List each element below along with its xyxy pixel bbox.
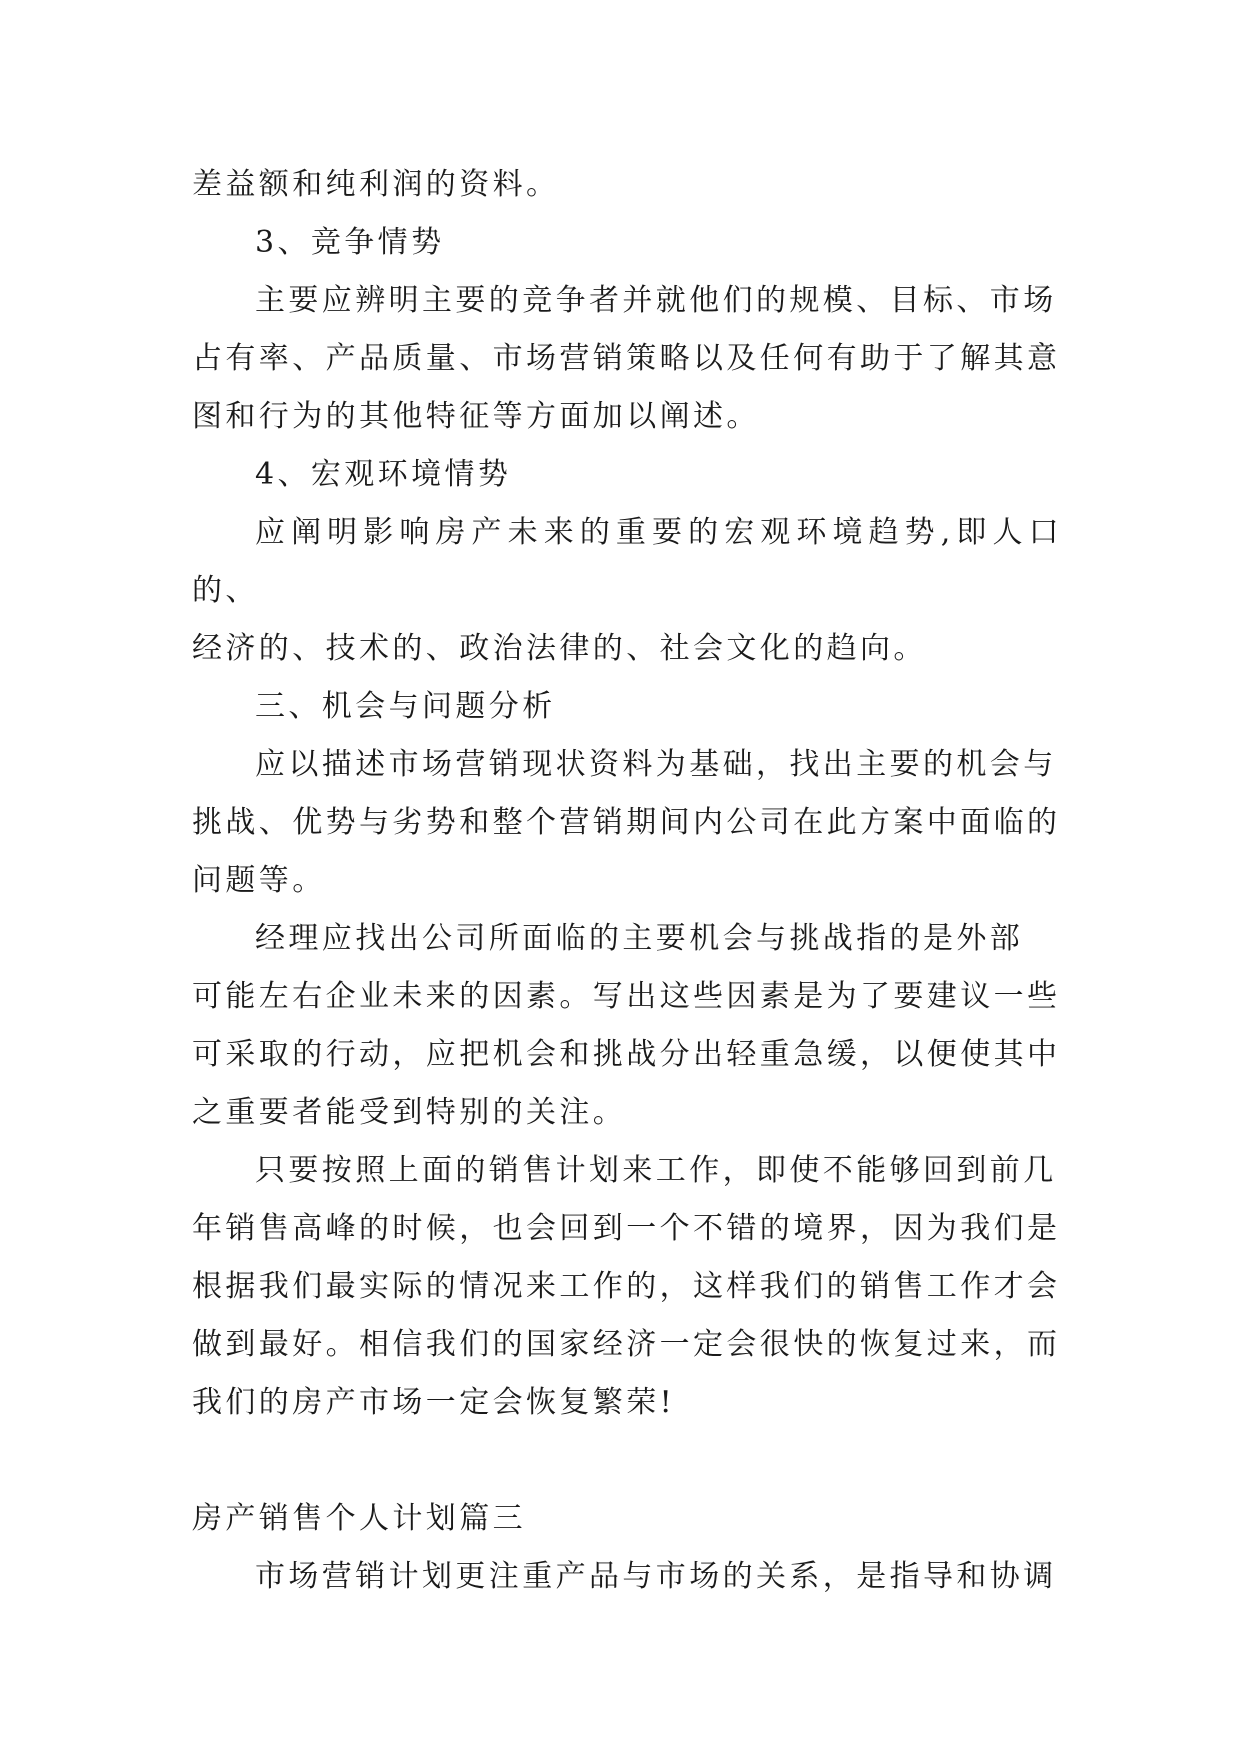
text-line: 可能左右企业未来的因素。写出这些因素是为了要建议一些 (192, 979, 1061, 1014)
text-line: 我们的房产市场一定会恢复繁荣! (192, 1385, 676, 1420)
text-line: 经理应找出公司所面临的主要机会与挑战指的是外部 (255, 921, 1024, 956)
text-line: 应阐明影响房产未来的重要的宏观环境趋势,即人口的、 (192, 515, 1062, 608)
text-line: 之重要者能受到特别的关注。 (192, 1095, 627, 1130)
subheading-competition (192, 214, 1062, 272)
blank-line (192, 1432, 1062, 1490)
text-line: 3、竞争情势 (255, 225, 445, 260)
text-line: 图和行为的其他特征等方面加以阐述。 (192, 399, 760, 434)
text-line: 房产销售个人计划篇三 (192, 1501, 526, 1536)
text-line: 问题等。 (192, 863, 326, 898)
paragraph-final (192, 1548, 1062, 1606)
text-line: 差益额和纯利润的资料。 (192, 167, 560, 202)
document-body (192, 156, 1062, 1606)
text-line: 经济的、技术的、政治法律的、社会文化的趋向。 (192, 631, 927, 666)
text-line: 年销售高峰的时候，也会回到一个不错的境界，因为我们是 (192, 1211, 1061, 1246)
text-line: 占有率、产品质量、市场营销策略以及任何有助于了解其意 (192, 341, 1061, 376)
text-line: 三、机会与问题分析 (255, 689, 556, 724)
paragraph-competition (192, 272, 1062, 446)
paragraph-macro-environment (192, 504, 1062, 678)
paragraph-conclusion (192, 1142, 1062, 1432)
text-line: 只要按照上面的销售计划来工作，即使不能够回到前几 (255, 1153, 1057, 1188)
text-line: 可采取的行动，应把机会和挑战分出轻重急缓，以便使其中 (192, 1037, 1061, 1072)
paragraph-opportunity-1 (192, 736, 1062, 910)
text-line: 做到最好。相信我们的国家经济一定会很快的恢复过来，而 (192, 1327, 1061, 1362)
text-line: 4、宏观环境情势 (255, 457, 512, 492)
paragraph-opportunity-2 (192, 910, 1062, 1142)
text-line: 市场营销计划更注重产品与市场的关系，是指导和协调 (255, 1559, 1057, 1594)
paragraph-1 (192, 156, 1062, 214)
subheading-opportunity-analysis (192, 678, 1062, 736)
text-line: 根据我们最实际的情况来工作的，这样我们的销售工作才会 (192, 1269, 1061, 1304)
text-line: 应以描述市场营销现状资料为基础，找出主要的机会与 (255, 747, 1057, 782)
subheading-macro-environment (192, 446, 1062, 504)
text-line: 主要应辨明主要的竞争者并就他们的规模、目标、市场 (255, 283, 1057, 318)
text-line: 挑战、优势与劣势和整个营销期间内公司在此方案中面临的 (192, 805, 1061, 840)
section-title (192, 1490, 1062, 1548)
